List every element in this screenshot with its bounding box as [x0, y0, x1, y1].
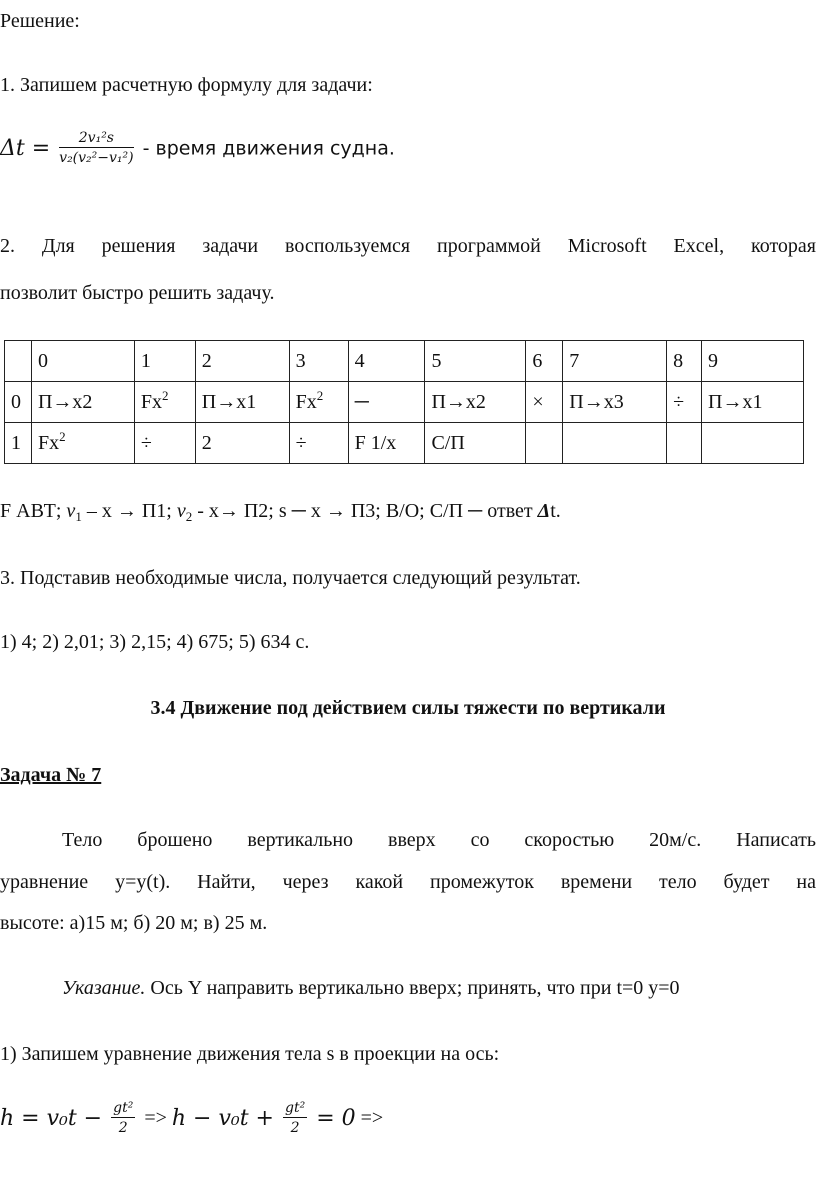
cell-text: Fx — [295, 390, 317, 413]
table-cell: 9 — [702, 341, 804, 382]
table-cell: × — [526, 382, 563, 423]
table-cell: П→x1 — [702, 382, 804, 423]
step2-text: 2. Для решения задачи воспользуемся программой Microsoft Excel, которая — [0, 235, 816, 257]
table-cell: П→x3 — [563, 382, 667, 423]
superscript: 2 — [59, 428, 66, 444]
implies-arrow-2: => — [360, 1107, 384, 1129]
program-text: - x→ П2; s ─ x → П3; В/О; С/П ─ ответ — [192, 500, 538, 522]
superscript: 2 — [161, 387, 169, 403]
table-cell: 0 — [31, 341, 134, 382]
hint — [62, 975, 680, 1001]
step3-text: 3. Подставив необходимые числа, получается следующий результат. — [0, 567, 581, 589]
formula-part-a: h = v₀t − — [0, 1106, 103, 1131]
table-cell — [563, 423, 667, 464]
table-row — [5, 423, 804, 464]
task-title — [0, 762, 101, 788]
table-cell: П→x2 — [31, 382, 134, 423]
task-text-line-2: уравнение y=y(t). Найти, через какой промежуток времени тело будет на — [0, 871, 816, 893]
var-v1-sub: 1 — [75, 509, 82, 524]
task-text-line-3: высоте: а)15 м; б) 20 м; в) 25 м. — [0, 912, 268, 934]
fraction-1-denominator: 2 — [118, 1120, 128, 1136]
table-row — [5, 382, 804, 423]
superscript: 2 — [316, 387, 324, 403]
program-instructions — [0, 498, 561, 524]
fraction-2-denominator: 2 — [290, 1120, 300, 1136]
table-cell: 8 — [667, 341, 702, 382]
table-cell: ÷ — [289, 423, 348, 464]
program-table — [4, 340, 804, 464]
program-text: F АВТ; — [0, 500, 67, 522]
table-cell: ─ — [348, 382, 425, 423]
table-cell: 0 — [5, 382, 32, 423]
table-cell — [31, 423, 134, 464]
formula-lhs: Δt = — [0, 136, 51, 161]
table-cell: F 1/x — [348, 423, 425, 464]
formula-part-c: = 0 — [316, 1106, 356, 1131]
table-cell — [702, 423, 804, 464]
formula-numerator: 2v₁²s — [59, 130, 133, 148]
section-title: 3.4 Движение под действием силы тяжести по вертикали — [150, 697, 666, 719]
table-cell: 4 — [348, 341, 425, 382]
table-cell: С/П — [425, 423, 526, 464]
step1-text: 1. Запишем расчетную формулу для задачи: — [0, 74, 373, 96]
step-motion-text: 1) Запишем уравнение движения тела s в проекции на ось: — [0, 1043, 500, 1065]
var-v1: v — [66, 500, 76, 522]
var-v2: v — [176, 500, 186, 522]
table-cell: 5 — [425, 341, 526, 382]
formula-suffix: - время движения судна. — [142, 137, 395, 160]
table-cell: П→x2 — [425, 382, 526, 423]
fraction-1-numerator: gt² — [113, 1100, 134, 1116]
table-cell: 2 — [195, 423, 289, 464]
implies-arrow-1: => — [144, 1107, 172, 1129]
cell-text: Fx — [140, 390, 162, 413]
table-cell — [526, 423, 563, 464]
formula-fraction — [59, 130, 133, 167]
table-cell — [5, 341, 32, 382]
table-cell: 2 — [195, 341, 289, 382]
table-cell: 1 — [5, 423, 32, 464]
solution-heading: Решение: — [0, 10, 80, 32]
hint-label: Указание. — [62, 977, 146, 999]
formula-fraction-1 — [111, 1100, 135, 1137]
delta-symbol: Δ — [537, 500, 551, 522]
formula-travel-time — [0, 130, 395, 190]
table-cell: 1 — [134, 341, 195, 382]
table-cell: ÷ — [667, 382, 702, 423]
formula-fraction-2 — [283, 1100, 307, 1137]
table-header-row — [5, 341, 804, 382]
task-text-line-1: Тело брошено вертикально вверх со скоростью 20м/с. Написать — [62, 829, 816, 851]
program-text: t. — [550, 500, 561, 522]
formula-part-b: h − v₀t + — [171, 1106, 274, 1131]
fraction-2-numerator: gt² — [284, 1100, 306, 1116]
table-cell — [134, 382, 195, 423]
table-cell: 6 — [526, 341, 563, 382]
table-cell: 7 — [563, 341, 667, 382]
answers-text: 1) 4; 2) 2,01; 3) 2,15; 4) 675; 5) 634 с. — [0, 631, 310, 653]
table-cell — [667, 423, 702, 464]
table-cell — [289, 382, 348, 423]
formula-motion — [0, 1100, 383, 1160]
table-cell: 3 — [289, 341, 348, 382]
program-text: – x → П1; — [81, 500, 177, 522]
table-cell: П→x1 — [195, 382, 289, 423]
formula-denominator: v₂(v₂²−v₁²) — [59, 150, 134, 166]
step2-continuation: позволит быстро решить задачу. — [0, 282, 275, 304]
table-cell: ÷ — [134, 423, 195, 464]
var-v2-sub: 2 — [185, 509, 193, 524]
task-title-text: Задача № 7 — [0, 764, 102, 786]
cell-text: Fx — [37, 431, 60, 454]
hint-text: Ось Y направить вертикально вверх; принять, что при t=0 y=0 — [145, 977, 680, 999]
